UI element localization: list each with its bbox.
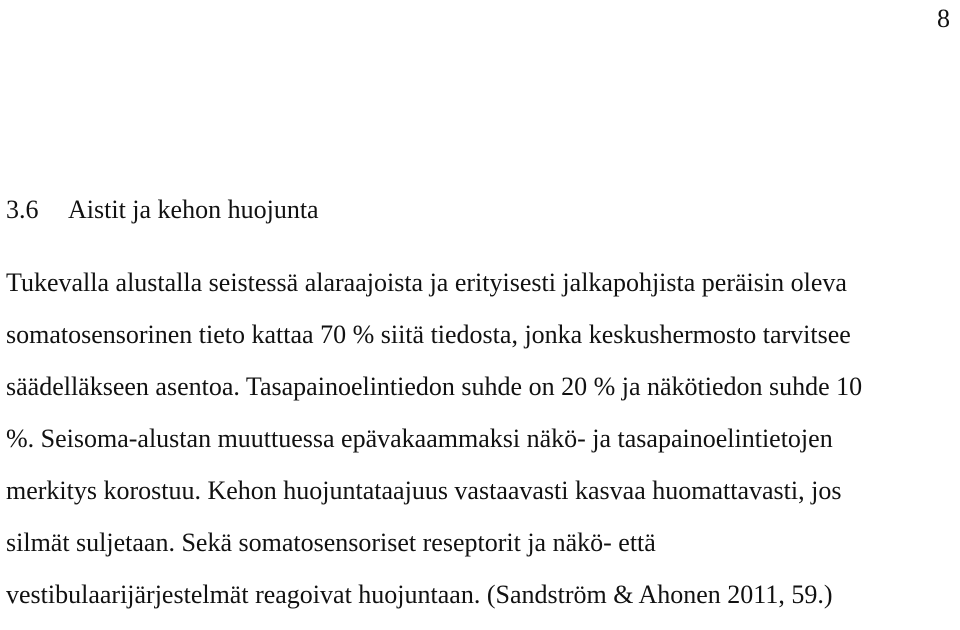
body-paragraph <box>6 266 958 630</box>
section-title: Aistit ja kehon huojunta <box>68 195 319 224</box>
paragraph-line: vestibulaarijärjestelmät reagoivat huojuntaan. (Sandström & Ahonen 2011, 59.) <box>6 580 833 609</box>
paragraph-line: silmät suljetaan. Sekä somatosensoriset reseptorit ja näkö- että <box>6 528 656 557</box>
paragraph-line: somatosensorinen tieto kattaa 70 % siitä tiedosta, jonka keskushermosto tarvitsee <box>6 320 851 349</box>
section-heading <box>6 193 319 227</box>
paragraph-line: Tukevalla alustalla seistessä alaraajoista ja erityisesti jalkapohjista peräisin oleva <box>6 268 847 297</box>
paragraph-line: merkitys korostuu. Kehon huojuntataajuus vastaavasti kasvaa huomattavasti, jos <box>6 476 842 505</box>
page-number: 8 <box>937 4 950 33</box>
section-number: 3.6 <box>6 195 39 224</box>
paragraph-line: säädelläkseen asentoa. Tasapainoelintiedon suhde on 20 % ja näkötiedon suhde 10 <box>6 372 863 401</box>
paragraph-line: %. Seisoma-alustan muuttuessa epävakaammaksi näkö- ja tasapainoelintietojen <box>6 424 833 453</box>
